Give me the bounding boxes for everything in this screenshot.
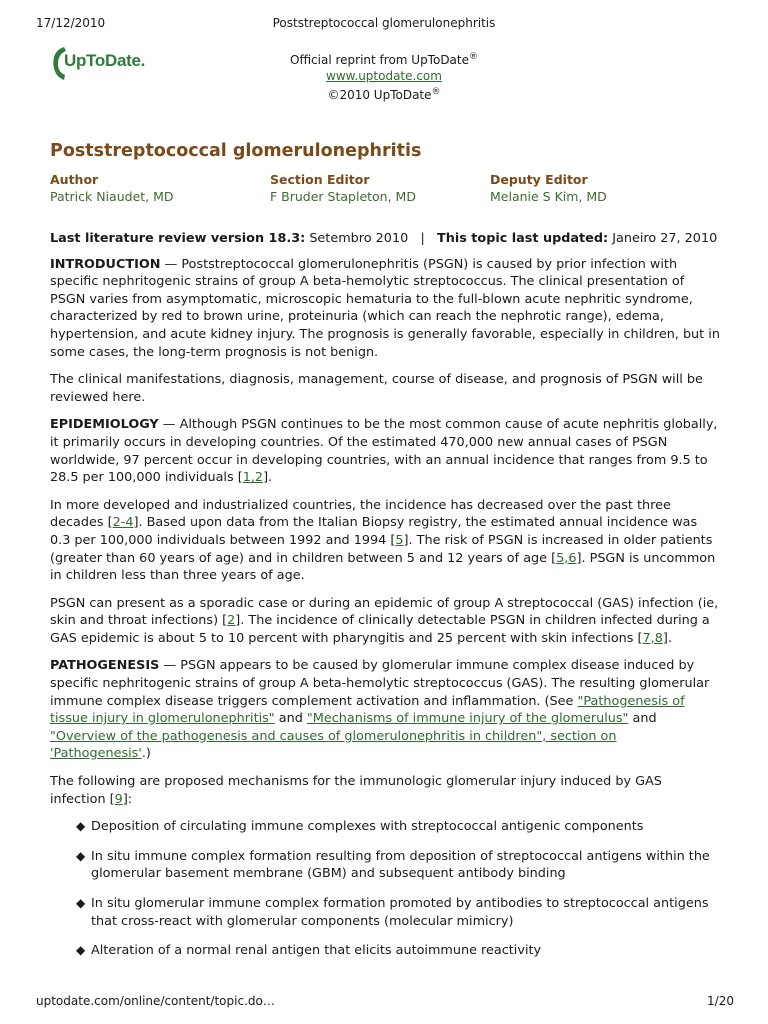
copyright-line: ©2010 UpToDate bbox=[327, 88, 432, 102]
print-footer-url: uptodate.com/online/content/topic.do… bbox=[36, 994, 275, 1008]
epidemiology-paragraph-2 bbox=[50, 497, 720, 585]
article-title: Poststreptococcal glomerulonephritis bbox=[50, 141, 422, 161]
mechanism-list bbox=[50, 818, 720, 960]
editor-section bbox=[270, 172, 416, 205]
intro-paragraph-2: The clinical manifestations, diagnosis, management, course of disease, and prognosis of PSGN will be reviewed here. bbox=[50, 372, 703, 405]
review-separator: | bbox=[420, 231, 425, 246]
reference-link[interactable]: 7,8 bbox=[642, 630, 663, 646]
bullet-icon: ◆ bbox=[76, 896, 86, 910]
article-body bbox=[50, 230, 720, 972]
editor-author bbox=[50, 172, 174, 205]
reprint-line: Official reprint from UpToDate bbox=[290, 53, 469, 67]
page-number: 1/20 bbox=[707, 994, 734, 1008]
paragraph-text: ]. The risk of PSGN is increased in older patients (greater than 60 years of age) and in children between 5 and 12 years of age [ bbox=[50, 532, 713, 566]
registered-mark: ® bbox=[431, 87, 441, 97]
list-item-text: Alteration of a normal renal antigen that elicits autoimmune reactivity bbox=[91, 943, 542, 959]
epidemiology-paragraph-3 bbox=[50, 595, 720, 648]
reference-link[interactable]: 2-4 bbox=[112, 515, 134, 531]
review-info bbox=[50, 230, 720, 248]
reference-link[interactable]: 9 bbox=[114, 791, 123, 807]
paragraph-text: ]. bbox=[662, 630, 672, 646]
uptodate-link[interactable]: www.uptodate.com bbox=[326, 69, 442, 83]
print-header-title: Poststreptococcal glomerulonephritis bbox=[272, 16, 496, 30]
bullet-icon: ◆ bbox=[76, 848, 86, 863]
list-item bbox=[50, 848, 720, 883]
editor-name: F Bruder Stapleton, MD bbox=[270, 188, 416, 204]
registered-mark: ® bbox=[469, 52, 478, 62]
paragraph-text: .) bbox=[141, 746, 151, 762]
paragraph-text: PSGN can present as a sporadic case or during an epidemic of group A streptococcal (GAS) infection (ie, skin and throat infections) [ bbox=[50, 595, 719, 629]
section-heading: PATHOGENESIS bbox=[50, 658, 160, 674]
review-date: Setembro 2010 bbox=[309, 231, 409, 246]
topic-link[interactable]: "Mechanisms of immune injury of the glomerulus" bbox=[306, 711, 629, 727]
intro-paragraph bbox=[50, 256, 720, 362]
paragraph-text: ]. bbox=[263, 470, 273, 486]
pathogenesis-paragraph bbox=[50, 657, 720, 763]
mechanisms-intro bbox=[50, 773, 720, 808]
paragraph-text: Although PSGN continues to be the most common cause of acute nephritis globally, it primarily occurs in developing countries. Of the estimated 470,000 new annual cases of PSGN worldwide, 97 percent occur in developing countries, with an annual incidence that ranges from 9.5 to 28.5 per 100,000 individuals [ bbox=[50, 417, 718, 486]
epidemiology-paragraph bbox=[50, 416, 720, 486]
paragraph-text: ]: bbox=[122, 791, 133, 807]
paragraph-text: and bbox=[274, 711, 307, 727]
paragraph-text: Poststreptococcal glomerulonephritis (PSGN) is caused by prior infection with specific nephritogenic strains of group A beta-hemolytic streptococcus. The clinical presentation of PSGN varies from asymptomatic, microscopic hematuria to the full-blown acute nephritic syndrome, characterized by red to brown urine, proteinuria (which can reach the nephrotic range), edema, hypertension, and acute kidney injury. The prognosis is generally favorable, especially in children, but in some cases, the long-term prognosis is not benign. bbox=[50, 256, 720, 360]
bullet-icon: ◆ bbox=[76, 819, 86, 834]
logo-text: UpToDate. bbox=[64, 51, 146, 70]
editor-role: Section Editor bbox=[270, 172, 370, 187]
review-label: Last literature review version 18.3: bbox=[50, 231, 306, 246]
list-item-text: In situ glomerular immune complex formation promoted by antibodies to streptococcal antigens that cross-react with glomerular components (molecular mimicry) bbox=[91, 896, 709, 929]
topic-link[interactable]: "Pathogenesis of tissue injury in glomerulonephritis" bbox=[50, 693, 685, 727]
editor-name: Patrick Niaudet, MD bbox=[50, 188, 174, 204]
print-date: 17/12/2010 bbox=[36, 16, 106, 30]
list-item bbox=[50, 942, 720, 960]
updated-label: This topic last updated: bbox=[436, 231, 609, 246]
reference-link[interactable]: 5,6 bbox=[556, 550, 577, 566]
editor-deputy bbox=[490, 172, 607, 205]
paragraph-text: PSGN appears to be caused by glomerular immune complex disease induced by specific nephritogenic strains of group A beta-hemolytic streptococcus (GAS). The resulting glomerular immune complex disease triggers complement activation and inflammation. (See bbox=[50, 658, 710, 709]
reprint-notice bbox=[0, 49, 768, 103]
editor-role: Author bbox=[50, 172, 99, 187]
paragraph-text: ]. The incidence of clinically detectable PSGN in children infected during a GAS epidemic is about 5 to 10 percent with pharyngitis and 25 percent with skin infections [ bbox=[50, 613, 710, 646]
paragraph-text: and bbox=[628, 711, 657, 727]
reference-link[interactable]: 1,2 bbox=[242, 470, 264, 486]
heading-dash: — bbox=[160, 256, 182, 272]
list-item-text: In situ immune complex formation resulting from deposition of streptococcal antigens within the glomerular basement membrane (GBM) and subsequent antibody binding bbox=[91, 848, 710, 882]
list-item bbox=[50, 895, 720, 930]
reference-link[interactable]: 2 bbox=[227, 613, 236, 629]
updated-date: Janeiro 27, 2010 bbox=[612, 231, 718, 246]
list-item bbox=[50, 818, 720, 836]
paragraph-text: The following are proposed mechanisms for the immunologic glomerular injury induced by GAS infection [ bbox=[50, 774, 662, 807]
editor-role: Deputy Editor bbox=[490, 172, 588, 187]
bullet-icon: ◆ bbox=[76, 943, 86, 958]
section-heading: INTRODUCTION bbox=[50, 256, 161, 272]
heading-dash: — bbox=[159, 658, 181, 674]
topic-link[interactable]: "Overview of the pathogenesis and causes of glomerulonephritis in children", section on 'Pathogenesis' bbox=[50, 728, 617, 762]
paragraph-text: ]. PSGN is uncommon in children less than three years of age. bbox=[50, 550, 716, 584]
reference-link[interactable]: 5 bbox=[395, 532, 404, 548]
paragraph-text: In more developed and industrialized countries, the incidence has decreased over the past three decades [ bbox=[50, 497, 671, 531]
paragraph-text: ]. Based upon data from the Italian Biopsy registry, the estimated annual incidence was 0.3 per 100,000 individuals between 1992 and 1994 [ bbox=[50, 515, 698, 548]
section-heading: EPIDEMIOLOGY bbox=[50, 417, 159, 433]
list-item-text: Deposition of circulating immune complexes with streptococcal antigenic components bbox=[91, 819, 644, 835]
heading-dash: — bbox=[158, 417, 180, 433]
editor-name: Melanie S Kim, MD bbox=[490, 188, 607, 204]
